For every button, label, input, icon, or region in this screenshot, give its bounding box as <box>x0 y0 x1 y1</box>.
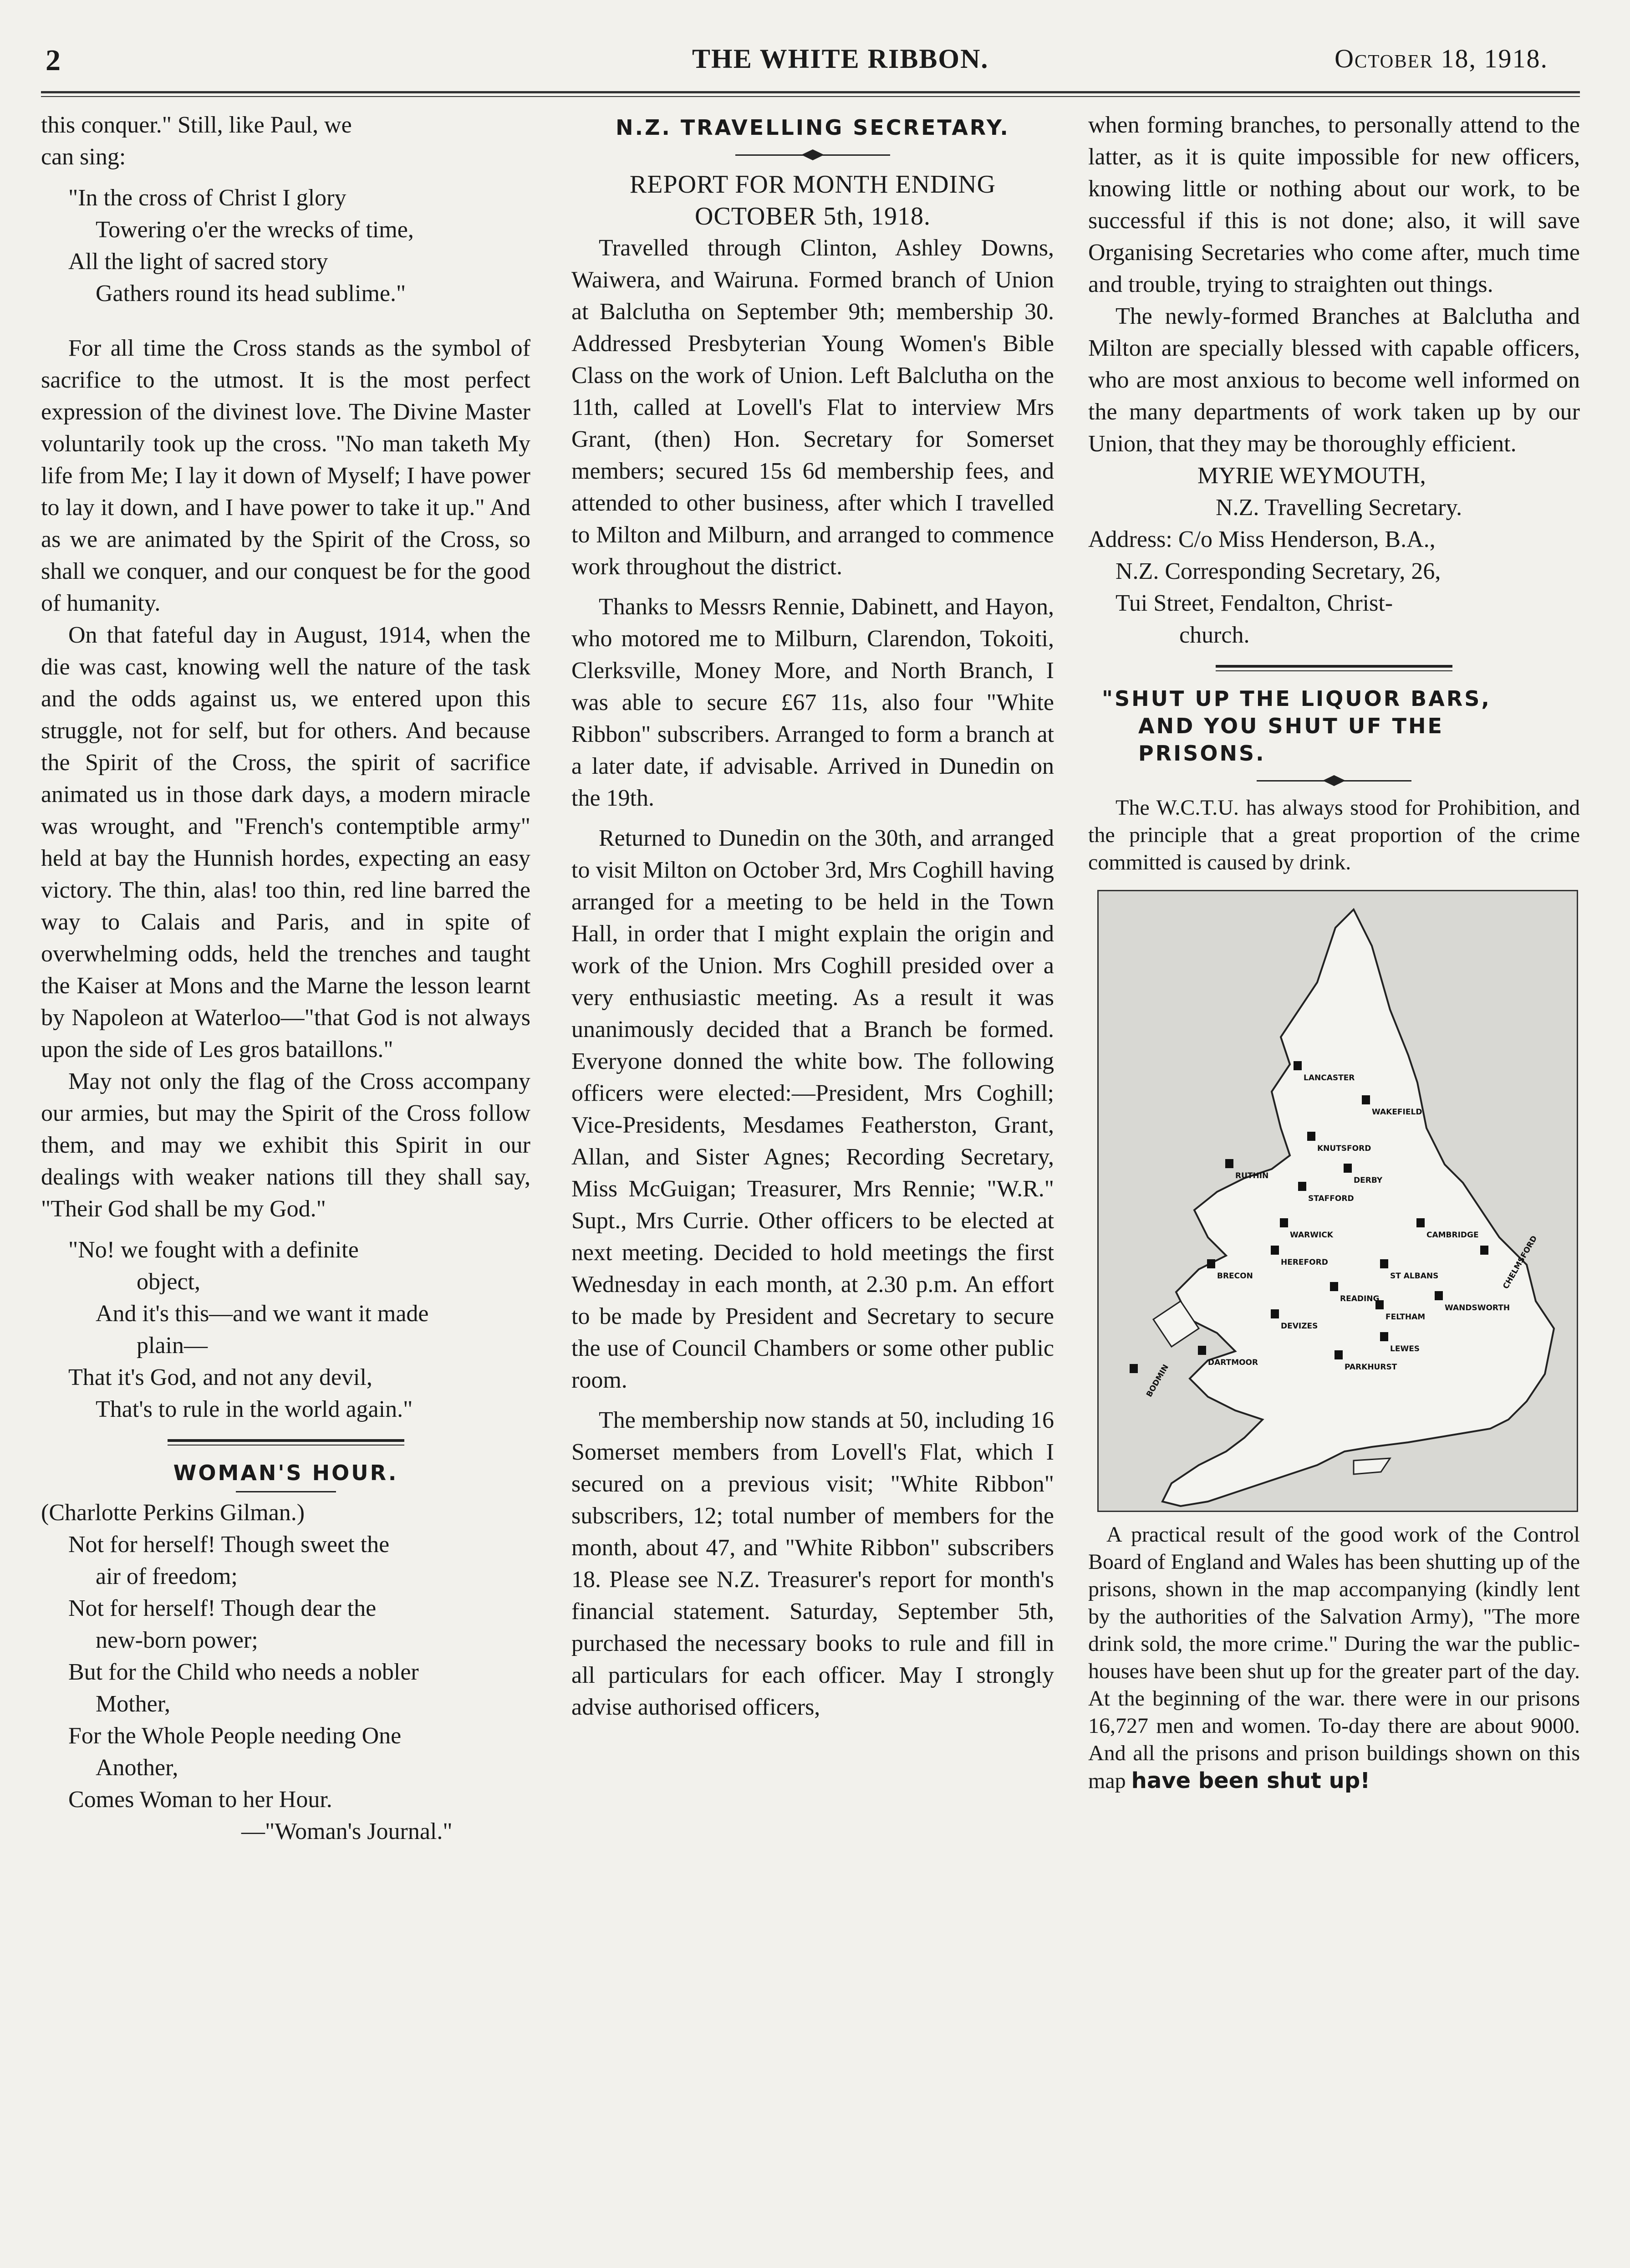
map-label-dartmoor: DARTMOOR <box>1208 1358 1258 1367</box>
prison-marker-icon <box>1225 1159 1233 1168</box>
map-label-wakefield: WAKEFIELD <box>1372 1108 1422 1117</box>
caption-bold-text: have been shut up! <box>1131 1768 1370 1793</box>
header-rule <box>41 91 1580 97</box>
poem-author: (Charlotte Perkins Gilman.) <box>41 1500 305 1526</box>
map-label-parkhurst: PARKHURST <box>1345 1363 1397 1372</box>
map-label-bodmin: BODMIN <box>1145 1363 1171 1399</box>
paragraph: For all time the Cross stands as the symbol of sacrifice to the utmost. It is the most perfect expression of the divinest love. The Divine Master voluntarily took up the cross. "No man taketh My life from Me; I lay it down of Myself; I have power to lay it down, and I have power to take it up." And as we are animated by the Spirit of the Cross, so shall we conquer, and our conquest be for the good of humanity. <box>41 335 530 616</box>
poem-line: For the Whole People needing One <box>68 1723 402 1749</box>
paragraph: Returned to Dunedin on the 30th, and arranged to visit Milton on October 3rd, Mrs Coghill having arranged for a meeting to be held in the Town Hall, in order that I might explain the origin and work of the Union. Mrs Coghill presided over a very enthusiastic meeting. As a result it was unanimously decided that a Branch be formed. Everyone donned the white bow. The following officers were elected:—President, Mrs Coghill; Vice-Presidents, Mesdames Featherston, Grant, Allan, and Sister Agnes; Recording Secretary, Miss McGuigan; Treasurer, Mrs Rennie; "W.R." Supt., Mrs Currie. Other officers to be elected at next meeting. Decided to hold meetings the first Wednesday in each month, at 2.30 p.m. An effort to be made by President and Secretary to secure the use of Council Chambers or some other public room. <box>571 825 1054 1393</box>
prison-map <box>1097 890 1578 1512</box>
hymn-line: Towering o'er the wrecks of time, <box>96 217 414 243</box>
prison-marker-icon <box>1294 1061 1302 1070</box>
poem-line: Another, <box>96 1755 178 1781</box>
map-label-devizes: DEVIZES <box>1281 1322 1318 1331</box>
map-label-knutsford: KNUTSFORD <box>1317 1144 1371 1153</box>
prison-marker-icon <box>1480 1246 1488 1255</box>
liquor-heading-line: AND YOU SHUT UF THE <box>1138 714 1444 738</box>
paragraph: The W.C.T.U. has always stood for Prohibition, and the principle that a great proportion of the crime committed is caused by drink. <box>1088 796 1580 874</box>
map-label-lancaster: LANCASTER <box>1304 1073 1355 1083</box>
prison-marker-icon <box>1344 1164 1352 1173</box>
poem-line: "No! we fought with a definite <box>68 1237 359 1263</box>
map-label-stafford: STAFFORD <box>1308 1194 1354 1203</box>
prison-marker-icon <box>1335 1350 1343 1359</box>
map-label-chelmsford: CHELMSFORD <box>1501 1234 1539 1291</box>
report-subheading: OCTOBER 5th, 1918. <box>695 202 931 230</box>
poem-line: object, <box>137 1269 201 1295</box>
paragraph: On that fateful day in August, 1914, when the die was cast, knowing well the nature of the task and the odds against us, we entered upon this struggle, not for self, but for others. And because the Spirit of the Cross, the spirit of sacrifice animated us in those dark days, a modern miracle was wrought, and "French's contemptible army" held at bay the Hunnish hordes, expecting an easy victory. The thin, alas! too thin, red line barred the way to Calais and Paris, and in spite of overwhelming odds, held the trenches and taught the Kaiser at Mons and the Marne the lesson learnt by Napoleon at Waterloo—"that God is not always upon the side of Les gros bataillons." <box>41 622 530 1062</box>
poem-line: That it's God, and not any devil, <box>68 1364 372 1390</box>
prison-marker-icon <box>1435 1291 1443 1300</box>
prison-marker-icon <box>1380 1259 1388 1268</box>
section-divider <box>168 1439 404 1446</box>
poem-line: And it's this—and we want it made <box>96 1301 429 1327</box>
prison-marker-icon <box>1298 1182 1306 1191</box>
paragraph: Travelled through Clinton, Ashley Downs, Waiwera, and Wairuna. Formed branch of Union at Balclutha on September 9th; membership 30. Addressed Presbyterian Young Women's Bible Class on the work of Union. Left Balclutha on the 11th, called at Lovell's Flat to interview Mrs Grant, (then) Hon. Secretary for Somerset members; secured 15s 6d membership fees, and attended to other business, after which I travelled to Milton and Milburn, and arranged to commence work throughout the district. <box>571 235 1054 580</box>
prison-marker-icon <box>1271 1246 1279 1255</box>
prison-marker-icon <box>1330 1282 1338 1291</box>
travelling-secretary-heading: N.Z. TRAVELLING SECRETARY. <box>616 115 1010 140</box>
map-label-cambridge: CAMBRIDGE <box>1426 1231 1479 1240</box>
report-subheading: REPORT FOR MONTH ENDING <box>629 170 996 199</box>
liquor-heading-line: "SHUT UP THE LIQUOR BARS, <box>1102 686 1491 711</box>
diamond-divider <box>735 146 890 164</box>
column-3 <box>1088 109 1580 1795</box>
liquor-heading-line: PRISONS. <box>1138 741 1266 766</box>
small-rule <box>236 1491 336 1492</box>
issue-date: October 18, 1918. <box>1335 44 1548 73</box>
section-divider <box>1216 665 1452 671</box>
map-label-lewes: LEWES <box>1390 1344 1420 1354</box>
womans-hour-heading: WOMAN'S HOUR. <box>173 1461 398 1485</box>
address-line: N.Z. Corresponding Secretary, 26, <box>1116 558 1441 584</box>
map-label-feltham: FELTHAM <box>1386 1313 1426 1322</box>
poem-source: —"Woman's Journal." <box>241 1818 453 1844</box>
map-label-derby: DERBY <box>1354 1176 1383 1185</box>
column-2 <box>571 109 1054 1723</box>
map-label-st-albans: ST ALBANS <box>1390 1272 1439 1281</box>
map-label-warwick: WARWICK <box>1290 1231 1333 1240</box>
poem-line: Not for herself! Though sweet the <box>68 1532 390 1558</box>
column-1 <box>41 109 530 1848</box>
paragraph: The membership now stands at 50, including 16 Somerset members from Lovell's Flat, which I secured on a previous visit; "White Ribbon" subscribers, 12; total number of members for the month, about 47, and "White Ribbon" subscribers 18. Please see N.Z. Treasurer's report for month's financial statement. Saturday, September 5th, purchased the necessary books to rule and fill in all particulars for each officer. May I strongly advise authorised officers, <box>571 1407 1054 1720</box>
address-line: church. <box>1179 622 1250 648</box>
prison-marker-icon <box>1130 1364 1138 1373</box>
paragraph: when forming branches, to personally attend to the latter, as it is quite impossible for new officers, knowing little or nothing about our work, to be successful if this is not done; also, it will save Organising Secretaries who come after, much time and trouble, trying to straighten out things. <box>1088 112 1580 297</box>
prison-marker-icon <box>1207 1259 1215 1268</box>
signature: MYRIE WEYMOUTH, <box>1197 463 1426 489</box>
prison-marker-icon <box>1280 1218 1288 1227</box>
poem-line: plain— <box>137 1333 208 1359</box>
paragraph: The newly-formed Branches at Balclutha and Milton are specially blessed with capable officers, who are most anxious to become well informed on the many departments of work taken up by our Union, that they may be thoroughly efficient. <box>1088 303 1580 457</box>
masthead <box>46 43 1548 87</box>
prison-marker-icon <box>1198 1346 1206 1355</box>
paragraph: Thanks to Messrs Rennie, Dabinett, and Hayon, who motored me to Milburn, Clarendon, Tokoiti, Clerksville, Money More, and North Branch, I was able to secure £67 11s, also four "White Ribbon" subscribers. Arranged to form a branch at a later date, if advisable. Arrived in Dunedin on the 19th. <box>571 594 1054 811</box>
diamond-divider <box>1257 771 1411 790</box>
paragraph: May not only the flag of the Cross accompany our armies, but may the Spirit of the Cross follow them, and may we exhibit this Spirit in our dealings with weaker nations till they shall say, "Their God shall be my God." <box>41 1068 530 1222</box>
poem-line: Not for herself! Though dear the <box>68 1595 377 1621</box>
caption-text: A practical result of the good work of the Control Board of England and Wales has been shutting up of the prisons, shown in the map accompanying (kindly lent by the authorities of the Salvation Army), "The more drink sold, the more crime." During the war the public-houses have been shut up for the greater part of the day. At the beginning of the war. there were in our prisons 16,727 men and women. To-day there are about 9000. And all the prisons and prison buildings shown on this map <box>1088 1522 1580 1793</box>
hymn-line: Gathers round its head sublime." <box>96 281 406 306</box>
newspaper-title: THE WHITE RIBBON. <box>692 44 989 74</box>
poem-line: Comes Woman to her Hour. <box>68 1787 332 1813</box>
prison-marker-icon <box>1362 1095 1370 1104</box>
map-label-hereford: HEREFORD <box>1281 1258 1328 1267</box>
address-line: Tui Street, Fendalton, Christ- <box>1116 590 1393 616</box>
prison-marker-icon <box>1380 1332 1388 1341</box>
prison-marker-icon <box>1271 1309 1279 1318</box>
poem-line: But for the Child who needs a nobler <box>68 1659 419 1685</box>
map-label-brecon: BRECON <box>1217 1272 1253 1281</box>
poem-line: That's to rule in the world again." <box>96 1396 413 1422</box>
prison-marker-icon <box>1307 1132 1315 1141</box>
address-line: Address: C/o Miss Henderson, B.A., <box>1088 526 1436 552</box>
poem-line: new-born power; <box>96 1627 258 1653</box>
signature-title: N.Z. Travelling Secretary. <box>1216 495 1462 521</box>
map-label-ruthin: RUTHIN <box>1235 1171 1269 1180</box>
hymn-line: All the light of sacred story <box>68 249 328 275</box>
liquor-heading <box>1088 685 1580 767</box>
map-caption <box>1088 1521 1580 1795</box>
poem-line: air of freedom; <box>96 1563 238 1589</box>
map-label-reading: READING <box>1340 1294 1380 1303</box>
intro-line: this conquer." Still, like Paul, we <box>41 112 352 138</box>
hymn-line: "In the cross of Christ I glory <box>68 185 346 211</box>
intro-line: can sing: <box>41 144 126 170</box>
page-number: 2 <box>46 44 61 77</box>
poem-line: Mother, <box>96 1691 170 1717</box>
map-label-wandsworth: WANDSWORTH <box>1445 1303 1510 1313</box>
prison-marker-icon <box>1416 1218 1425 1227</box>
